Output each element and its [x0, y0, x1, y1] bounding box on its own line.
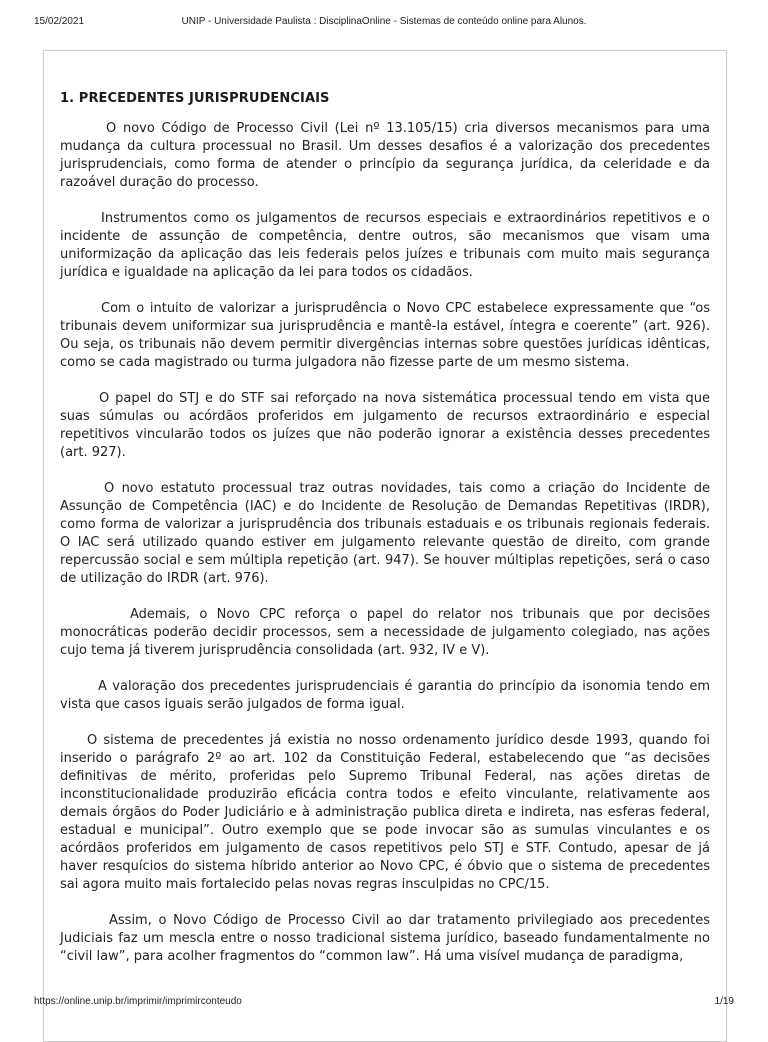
page-indicator: 1/19 — [714, 996, 734, 1007]
document-body — [44, 51, 726, 966]
paragraph: Ademais, o Novo CPC reforça o papel do relator nos tribunais que por decisões monocráticas poderão decidir processos, sem a necessidade de julgamento colegiado, nas ações cujo tema já tiverem jurisprudência consolidada (art. 932, IV e V). — [60, 607, 710, 658]
paragraph: Instrumentos como os julgamentos de recursos especiais e extraordinários repetitivos e o incidente de assunção de competência, dentre outros, são mecanismos que visam uma uniformização da aplicação das leis federais pelos juízes e tribunais com muito mais segurança jurídica e igualdade na aplicação da lei para todos os cidadãos. — [60, 211, 710, 280]
section-title: 1. PRECEDENTES JURISPRUDENCIAIS — [60, 91, 330, 106]
print-header — [34, 16, 734, 30]
print-date: 15/02/2021 — [34, 16, 85, 27]
paragraph: O novo Código de Processo Civil (Lei nº 13.105/15) cria diversos mecanismos para uma mudança da cultura processual no Brasil. Um desses desafios é a valorização dos precedentes jurisprudenciais, como forma de atender o princípio da segurança jurídica, da celeridade e da razoável duração do processo. — [60, 121, 710, 190]
paragraph: O novo estatuto processual traz outras novidades, tais como a criação do Incidente de Assunção de Competência (IAC) e do Incidente de Resolução de Demandas Repetitivas (IRDR), como forma de valorizar a jurisprudência dos tribunais estaduais e os tribunais regionais federais. O IAC será utilizado quando estiver em julgamento relevante questão de direito, com grande repercussão social e sem múltipla repetição (art. 947). Se houver múltiplas repetições, será o caso de utilização do IRDR (art. 976). — [60, 481, 710, 586]
paragraph: Assim, o Novo Código de Processo Civil ao dar tratamento privilegiado aos precedentes Judiciais faz um mescla entre o nosso tradicional sistema jurídico, baseado fundamentalmente no “civil law”, para acolher fragmentos do “common law”. Há uma visível mudança de paradigma, — [60, 913, 710, 964]
paragraph: Com o intuito de valorizar a jurisprudência o Novo CPC estabelece expressamente que “os tribunais devem uniformizar sua jurisprudência e mantê-la estável, íntegra e coerente” (art. 926). Ou seja, os tribunais não devem permitir divergências internas sobre questões jurídicas idênticas, como se cada magistrado ou turma julgadora não fizesse parte de um mesmo sistema. — [60, 301, 710, 370]
paragraph: O sistema de precedentes já existia no nosso ordenamento jurídico desde 1993, quando foi inserido o parágrafo 2º ao art. 102 da Constituição Federal, estabelecendo que “as decisões definitivas de mérito, proferidas pelo Supremo Tribunal Federal, nas ações diretas de inconstitucionalidade produzirão eficácia contra todos e efeito vinculante, relativamente aos demais órgãos do Poder Judiciário e à administração publica direta e indireta, nas esferas federal, estadual e municipal”. Outro exemplo que se pode invocar são as sumulas vinculantes e os acórdãos proferidos em julgamento de casos repetitivos pelo STJ e STF. Contudo, apesar de já haver resquícios do sistema híbrido anterior ao Novo CPC, é óbvio que o sistema de precedentes sai agora muito mais fortalecido pelas novas regras insculpidas no CPC/15. — [60, 733, 710, 892]
print-footer — [34, 996, 734, 1010]
paragraph: O papel do STJ e do STF sai reforçado na nova sistemática processual tendo em vista que suas súmulas ou acórdãos proferidos em julgamento de recursos extraordinário e especial repetitivos vincularão todos os juízes que não poderão ignorar a existência desses precedentes (art. 927). — [60, 391, 710, 460]
print-url: https://online.unip.br/imprimir/imprimirconteudo — [34, 996, 242, 1007]
paragraph: A valoração dos precedentes jurisprudenciais é garantia do princípio da isonomia tendo em vista que casos iguais serão julgados de forma igual. — [60, 679, 710, 712]
content-box — [43, 50, 727, 1042]
print-page-title: UNIP - Universidade Paulista : DisciplinaOnline - Sistemas de conteúdo online para Alunos. — [181, 16, 587, 27]
